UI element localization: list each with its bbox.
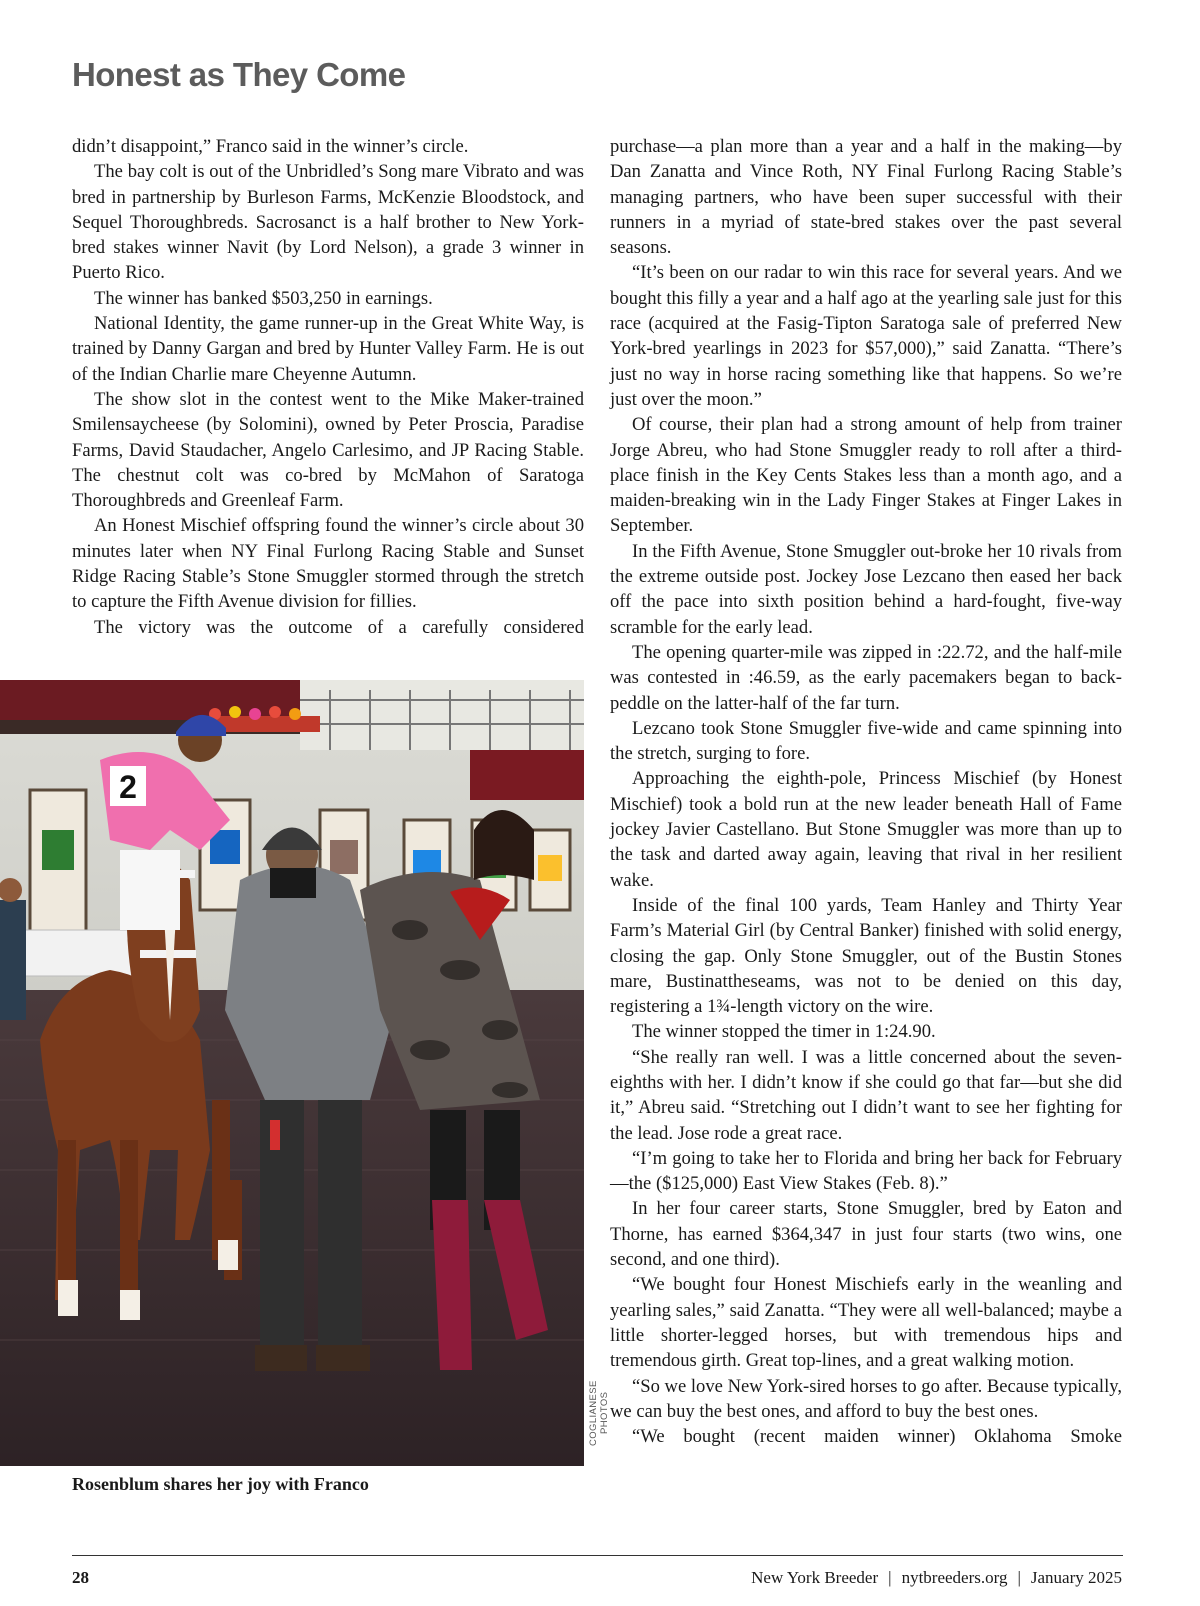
publication-name: New York Breeder — [751, 1568, 879, 1587]
saddlecloth-number: 2 — [119, 769, 137, 805]
article-paragraph: Inside of the final 100 yards, Team Hanley and Thirty Year Farm’s Material Girl (by Central Banker) finished with solid energy, closing the gap. Only Stone Smuggler, out of the Bustin Stones mare, Bustinattheseams, was not to be denied on this day, registering a 1¾-length victory on the wire. — [610, 894, 1122, 1018]
article-paragraph: The show slot in the contest went to the Mike Maker-trained Smilensaycheese (by Solomini), owned by Peter Proscia, Paradise Farms, David Staudacher, Angelo Carlesimo, and JP Racing Stable. The chestnut colt was co-bred by McMahon of Saratoga Thoroughbreds and Greenleaf Farm. — [72, 388, 584, 512]
issue-date: January 2025 — [1030, 1568, 1122, 1587]
article-paragraph: Of course, their plan had a strong amount of help from trainer Jorge Abreu, who had Stone Smuggler ready to roll after a third-place finish in the Key Cents Stakes less than a month ago, and a maiden-breaking win in the Lady Finger Stakes at Finger Lakes in September. — [610, 414, 1122, 537]
article-column-right — [610, 134, 1122, 1449]
article-paragraph: “So we love New York-sired horses to go after. Because typically, we can buy the best ones, and afford to buy the best ones. — [610, 1375, 1122, 1422]
article-paragraph: Lezcano took Stone Smuggler five-wide and came spinning into the stretch, surging to fore. — [610, 717, 1122, 765]
publication-website[interactable]: nytbreeders.org — [901, 1568, 1008, 1587]
footer-publication-info — [751, 1568, 1122, 1588]
article-paragraph: The bay colt is out of the Unbridled’s Song mare Vibrato and was bred in partnership by Burleson Farms, McKenzie Bloodstock, and Sequel Thoroughbreds. Sacrosanct is a half brother to New York-bred stakes winner Navit (by Lord Nelson), a grade 3 winner in Puerto Rico. — [72, 161, 584, 284]
article-paragraph: The opening quarter-mile was zipped in :22.72, and the half-mile was contested in :46.59, as the early pacemakers began to back-peddle on the latter-half of the far turn. — [610, 641, 1122, 714]
article-paragraph: Approaching the eighth-pole, Princess Mischief (by Honest Mischief) took a bold run at the new leader beneath Hall of Fame jockey Javier Castellano. But Stone Smuggler was more than up to the task and darted away again, leaving that rival in her resilient wake. — [610, 768, 1122, 891]
article-paragraph: The winner stopped the timer in 1:24.90. — [632, 1021, 936, 1043]
photo-caption: Rosenblum shares her joy with Franco — [72, 1474, 369, 1494]
article-paragraph: An Honest Mischief offspring found the winner’s circle about 30 minutes later when NY Final Furlong Racing Stable and Sunset Ridge Racing Stable’s Stone Smuggler stormed through the stretch to capture the Fifth Avenue division for fillies. — [72, 515, 584, 613]
article-paragraph: National Identity, the game runner-up in the Great White Way, is trained by Danny Gargan and bred by Hunter Valley Farm. He is out of the Indian Charlie mare Cheyenne Autumn. — [72, 313, 584, 385]
footer-rule — [72, 1555, 1123, 1556]
article-paragraph: The winner has banked $503,250 in earnings. — [94, 287, 433, 309]
footer-separator: | — [888, 1568, 892, 1587]
article-paragraph: “It’s been on our radar to win this race for several years. And we bought this filly a year and a half ago at the yearling sale just for this race (acquired at the Fasig-Tipton Saratoga sale of preferred New York-bred yearlings in 2023 for $57,000),” said Zanatta. “There’s just no way in horse racing something like that happens. So we’re just over the moon.” — [610, 262, 1122, 410]
article-column-left — [72, 134, 584, 640]
article-paragraph: “She really ran well. I was a little concerned about the seven-eighths with her. I didn’t know if she could go that far—but she did it,” Abreu said. “Stretching out I didn’t want to see her fighting for the lead. Jose rode a great race. — [610, 1046, 1122, 1144]
photo-credit: COGLIANESE PHOTOS — [588, 1380, 610, 1446]
article-paragraph: “I’m going to take her to Florida and bring her back for February—the ($125,000) East View Stakes (Feb. 8).” — [610, 1147, 1122, 1195]
article-paragraph: The victory was the outcome of a carefully considered — [94, 616, 584, 638]
section-title: Honest as They Come — [72, 56, 406, 93]
article-paragraph: didn’t disappoint,” Franco said in the winner’s circle. — [72, 136, 469, 157]
article-paragraph: “We bought four Honest Mischiefs early in the weanling and yearling sales,” said Zanatta. “They were all well-balanced; maybe a little shorter-legged horses, but with tremendous hips and tremendous girth. Great top-lines, and a great walking motion. — [610, 1274, 1122, 1372]
article-paragraph: In the Fifth Avenue, Stone Smuggler out-broke her 10 rivals from the extreme outside post. Jockey Jose Lezcano then eased her back off the pace into sixth position behind a hard-fought, five-way scramble for the early lead. — [610, 540, 1122, 638]
article-paragraph: In her four career starts, Stone Smuggler, bred by Eaton and Thorne, has earned $364,347 in just four starts (two wins, one second, and one third). — [610, 1198, 1122, 1271]
page-number: 28 — [72, 1568, 89, 1587]
footer-separator: | — [1017, 1568, 1021, 1587]
article-paragraph: “We bought (recent maiden winner) Oklahoma Smoke — [632, 1426, 1122, 1448]
winners-circle-photo — [0, 680, 584, 1466]
article-paragraph: purchase—a plan more than a year and a half in the making—by Dan Zanatta and Vince Roth, NY Final Furlong Racing Stable’s managing partners, who have been super successful with their runners in a myriad of state-bred stakes over the past several seasons. — [610, 136, 1122, 259]
